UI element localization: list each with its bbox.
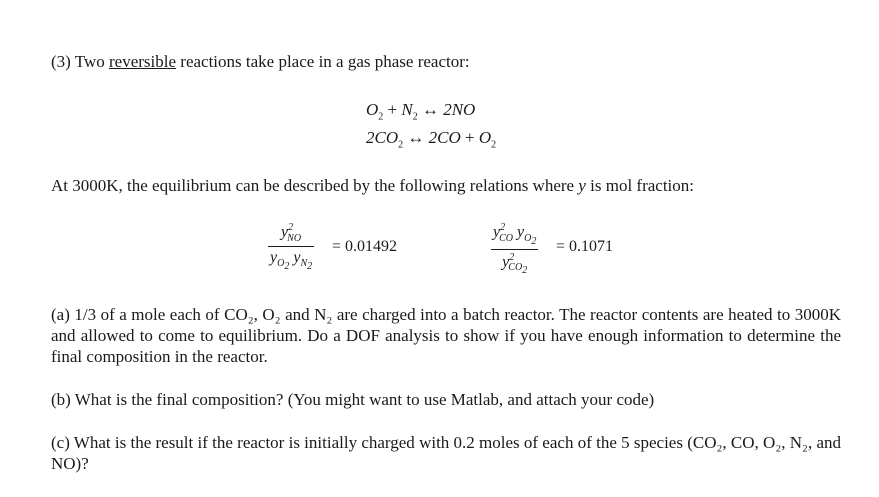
- relation-2-value: = 0.1071: [556, 238, 614, 255]
- relation-2-fraction: $y^2_{CO}$ $y_{O_2}$ $y^2_{CO_2}$: [493, 222, 537, 277]
- r1-arrow: ↔: [417, 100, 444, 119]
- relation-1-value: = 0.01492: [332, 238, 398, 255]
- equilibrium-line: [51, 176, 694, 196]
- r1-o-sub: 2: [378, 111, 384, 123]
- r1-o: O: [366, 100, 379, 119]
- equilibrium-suffix: is mol fraction:: [585, 176, 695, 195]
- r1-n: N: [401, 100, 413, 119]
- r2-arrow: ↔: [403, 128, 429, 147]
- intro-underlined: reversible: [109, 52, 177, 71]
- r1-n-sub: 2: [412, 111, 418, 123]
- intro-prefix: (3) Two: [51, 52, 109, 71]
- intro-suffix: reactions take place in a gas phase reactor:: [176, 52, 470, 71]
- part-b: (b) What is the final composition? (You might want to use Matlab, and attach your code): [51, 390, 655, 409]
- r1-plus: +: [383, 100, 402, 119]
- intro-line: [51, 52, 470, 72]
- r2-o-sub: 2: [491, 139, 497, 151]
- r2-o: O: [478, 128, 492, 147]
- r2-co2: 2CO: [366, 128, 399, 147]
- reaction-2: [366, 128, 496, 150]
- part-a: (a) 1/3 of a mole each of CO₂, O₂ and N₂ are charged into a batch reactor. The reactor contents are heated to 3000K and allowed to come to equilibrium. Do a DOF analysis to show if you have enough information to determine the final composition in the reactor.: [51, 305, 841, 366]
- r2-co: 2CO: [428, 128, 461, 147]
- equilibrium-prefix: At 3000K, the equilibrium can be described by the following relations where: [51, 176, 579, 195]
- r1-no: 2NO: [443, 100, 476, 119]
- r2-plus: +: [460, 128, 479, 147]
- r2-co2-sub: 2: [398, 139, 404, 151]
- part-c: (c) What is the result if the reactor is initially charged with 0.2 moles of each of the 5 species (CO₂, CO, O₂, N₂, and NO)?: [51, 433, 841, 473]
- relation-1-fraction: $y^2_{NO}$ $y_{O_2}$ $y_{N_2}$: [270, 222, 313, 272]
- equilibrium-var: y: [578, 176, 586, 195]
- reaction-1: [366, 100, 475, 122]
